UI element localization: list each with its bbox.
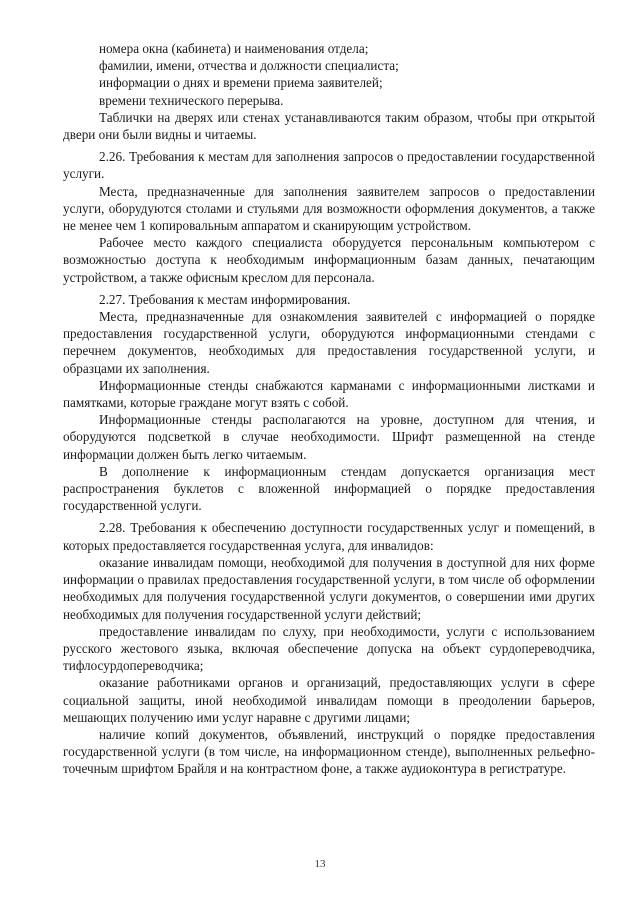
paragraph-stand-pockets: Информационные стенды снабжаются карманами с информационными листками и памятками, которые граждане могут взять с собой.: [63, 377, 595, 411]
section-heading-2-28: 2.28. Требования к обеспечению доступности государственных услуг и помещений, в которых предоставляется государственная услуга, для инвалидов:: [63, 520, 595, 553]
paragraph-filling-places: Места, предназначенные для заполнения заявителем запросов о предоставлении услуги, оборудуются столами и стульями для возможности оформления документов, а также не менее чем 1 копировальным аппаратом и сканирующим устройством.: [63, 183, 595, 234]
list-item-specialist-name: фамилии, имени, отчества и должности специалиста;: [99, 58, 399, 74]
list-item-window-number: номера окна (кабинета) и наименования отдела;: [99, 41, 369, 56]
page-number: 13: [314, 858, 326, 870]
paragraph-assistance: оказание инвалидам помощи, необходимой для получения в доступной для них форме информации о правилах предоставления государственной услуги, в том числе об оформлении необходимых для получения государственной услуги документов, о совершении ими других необходимых для получения государственной услуги действий;: [63, 554, 595, 622]
body-text: [63, 40, 595, 778]
list-item-reception-days: информации о днях и времени приема заявителей;: [99, 75, 383, 91]
paragraph-booklets: В дополнение к информационным стендам допускается организация мест распространения буклетов с вложенной информацией о порядке предоставления государственной услуги.: [63, 463, 595, 514]
paragraph-door-signs: Таблички на дверях или стенах устанавливаются таким образом, чтобы при открытой двери они были видны и читаемы.: [63, 109, 595, 143]
paragraph-workplace: Рабочее место каждого специалиста оборудуется персональным компьютером с возможностью доступа к необходимым информационным базам данных, печатающим устройством, а также офисным креслом для персонала.: [63, 235, 595, 285]
paragraph-braille: наличие копий документов, объявлений, инструкций о порядке предоставления государственной услуги (в том числе, на информационном стенде), выполненных рельефно-точечным шрифтом Брайля и на контрастном фоне, а также аудиоконтура в регистратуре.: [63, 726, 595, 777]
paragraph-info-places: Места, предназначенные для ознакомления заявителей с информацией о порядке предоставления государственной услуги, оборудуются информационными стендами с перечнем документов, необходимых для предоставления государственной услуги, и образцами их заполнения.: [63, 309, 595, 376]
paragraph-sign-language: предоставление инвалидам по слуху, при необходимости, услуги с использованием русского жестового языка, включая обеспечение допуска на объект сурдопереводчика, тифлосурдопереводчика;: [63, 623, 595, 674]
section-heading-2-27: 2.27. Требования к местам информирования.: [99, 291, 351, 307]
section-heading-2-26: 2.26. Требования к местам для заполнения запросов о предоставлении государственной услуги.: [63, 149, 595, 182]
paragraph-barriers: оказание работниками органов и организаций, предоставляющих услуги в сфере социальной защиты, иной необходимой инвалидам помощи в преодолении барьеров, мешающих получению ими услуг наравне с другими лицами;: [63, 675, 595, 725]
paragraph-stand-placement: Информационные стенды располагаются на уровне, доступном для чтения, и оборудуются подсветкой в случае необходимости. Шрифт размещенной на стенде информации должен быть легко читаемым.: [63, 412, 595, 462]
list-item-break-time: времени технического перерыва.: [99, 92, 284, 108]
